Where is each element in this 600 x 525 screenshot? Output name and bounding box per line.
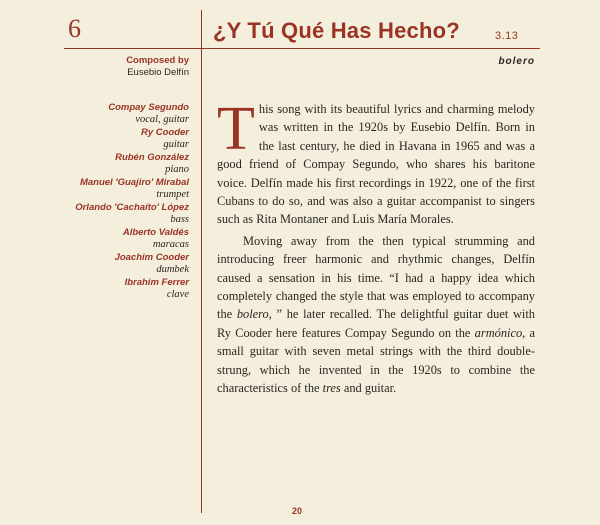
musician-role: guitar (163, 138, 189, 150)
musician-name: Ry Cooder (140, 127, 189, 138)
track-duration: 3.13 (495, 30, 519, 42)
liner-notes (217, 95, 535, 398)
musician-credits (40, 102, 189, 302)
musician-name: Alberto Valdés (122, 227, 189, 238)
song-title: ¿Y Tú Qué Has Hecho? (213, 18, 460, 43)
italic-term: tres (322, 381, 341, 396)
paragraph-2-text: and guitar. (340, 381, 397, 396)
header-rule (64, 48, 540, 49)
musician-name: Compay Segundo (108, 102, 189, 113)
musician-role: piano (165, 163, 189, 175)
credit-item (40, 177, 189, 200)
credit-item (40, 152, 189, 175)
page-number: 20 (291, 506, 302, 516)
vertical-divider (201, 10, 202, 513)
musician-role: clave (166, 288, 189, 300)
paragraph-2 (217, 232, 535, 398)
musician-role: vocal, guitar (135, 113, 189, 125)
musician-name: Joachim Cooder (114, 252, 189, 263)
italic-term: bolero (236, 307, 269, 322)
credit-item (40, 227, 189, 250)
credit-item (40, 102, 189, 125)
credit-item (40, 277, 189, 300)
credit-item (40, 252, 189, 275)
paragraph-2-text: , ” he later recalled. The delightful guitar duet with Ry Cooder here features Compay Segundo on the (217, 307, 535, 340)
musician-role: maracas (152, 238, 189, 250)
musician-name: Manuel 'Guajiro' Mirabal (79, 177, 189, 188)
paragraph-2-text: Moving away from the then typical strumming and introducing freer harmonic and rhythmic changes, Delfín caused a sensation in his time. “I had a happy idea which completely changed the style that was employed to accompany the (217, 233, 535, 322)
composer-name: Eusebio Delfín (127, 67, 189, 78)
paragraph-1-text: his song with its beautiful lyrics and charming melody was written in the 1920s by Eusebio Delfín. Born in the last century, he died in Havana in 1965 and was a good friend of Compay Segundo, who shares his baritone voice. Delfín made his first recordings in 1922, one of the first Cubans to do so, and was also a guitar accompanist to singers such as Rita Montaner and Luis María Morales. (217, 102, 535, 227)
musician-role: trumpet (156, 188, 189, 200)
italic-term: armónico (474, 325, 523, 340)
composer-label: Composed by (126, 55, 189, 66)
musician-name: Orlando 'Cachaíto' López (75, 202, 189, 213)
paragraph-1 (217, 95, 535, 229)
musician-role: dumbek (156, 263, 189, 275)
track-number: 6 (68, 14, 81, 43)
credit-item (40, 127, 189, 150)
musician-name: Ibrahim Ferrer (124, 277, 189, 288)
drop-cap: T (217, 95, 255, 163)
genre-label: bolero (498, 56, 535, 67)
composer-credit (60, 55, 189, 79)
paragraph-2-text: , a small guitar with seven metal strings with the third double-strung, which he invented in the 1920s to combine the characteristics of the (217, 325, 535, 396)
credit-item (40, 202, 189, 225)
musician-role: bass (170, 213, 189, 225)
musician-name: Rubén González (115, 152, 189, 163)
